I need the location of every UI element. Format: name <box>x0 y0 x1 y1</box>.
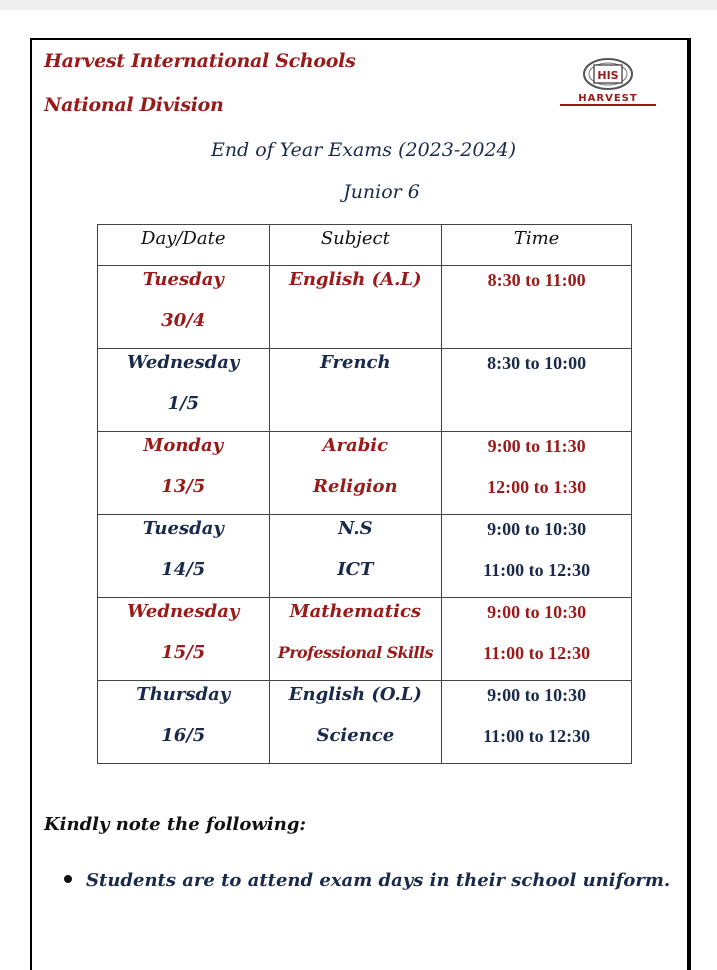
table-row <box>98 432 632 515</box>
time: 12:00 to 1:30 <box>487 477 587 497</box>
top-bar <box>0 0 717 10</box>
subject-cell <box>269 681 442 764</box>
logo-letters: HIS <box>597 69 619 82</box>
time-cell <box>442 515 632 598</box>
division-name: National Division <box>44 94 224 116</box>
time: 8:30 to 10:00 <box>487 353 587 373</box>
time: 9:00 to 11:30 <box>487 436 586 456</box>
time-cell <box>442 681 632 764</box>
day: Monday <box>143 435 224 456</box>
subject: French <box>320 352 391 373</box>
bullet-icon <box>64 875 72 883</box>
date: 1/5 <box>167 393 200 414</box>
exam-title: End of Year Exams (2023-2024) <box>210 139 517 161</box>
header-time: Time <box>442 225 632 266</box>
date: 30/4 <box>161 310 206 331</box>
subject: Religion <box>313 476 398 497</box>
notes-title: Kindly note the following: <box>44 814 307 835</box>
logo-underline <box>560 104 656 106</box>
date: 13/5 <box>161 476 206 497</box>
subject: Arabic <box>322 435 389 456</box>
subject-cell <box>269 598 442 681</box>
day: Wednesday <box>127 352 240 373</box>
day: Tuesday <box>142 269 224 290</box>
subject: ICT <box>337 559 374 580</box>
time: 9:00 to 10:30 <box>487 685 587 705</box>
day-date-cell <box>98 432 270 515</box>
time <box>442 307 631 348</box>
time <box>442 390 631 431</box>
header-day-date: Day/Date <box>98 225 270 266</box>
note-text: Students are to attend exam days in their school uniform. <box>86 870 671 891</box>
subject: English (A.L) <box>289 269 422 290</box>
day-date-cell <box>98 515 270 598</box>
day-date-cell <box>98 349 270 432</box>
time-cell <box>442 266 632 349</box>
time-cell <box>442 349 632 432</box>
table-row <box>98 349 632 432</box>
time: 11:00 to 12:30 <box>483 560 591 580</box>
table-row <box>98 598 632 681</box>
day-date-cell <box>98 598 270 681</box>
time-cell <box>442 432 632 515</box>
day-date-cell <box>98 266 270 349</box>
logo-name: HARVEST <box>578 93 638 104</box>
school-name: Harvest International Schools <box>44 50 356 72</box>
subject-cell <box>269 266 442 349</box>
time-cell <box>442 598 632 681</box>
subject-cell <box>269 515 442 598</box>
date: 16/5 <box>161 725 206 746</box>
table-row <box>98 266 632 349</box>
subject <box>270 307 442 348</box>
time: 9:00 to 10:30 <box>487 602 587 622</box>
subject: Science <box>316 725 395 746</box>
header-subject: Subject <box>269 225 442 266</box>
logo-badge-icon <box>560 56 656 92</box>
table-header-row <box>98 225 632 266</box>
day: Thursday <box>136 684 231 705</box>
day: Tuesday <box>142 518 224 539</box>
time: 9:00 to 10:30 <box>487 519 587 539</box>
day: Wednesday <box>127 601 240 622</box>
exam-schedule-table <box>97 224 632 764</box>
table-row <box>98 681 632 764</box>
school-logo <box>560 56 656 104</box>
time: 8:30 to 11:00 <box>487 270 586 290</box>
grade-label: Junior 6 <box>343 181 420 203</box>
subject: N.S <box>338 518 373 539</box>
subject: English (O.L) <box>288 684 422 705</box>
notes-list-item <box>64 870 670 891</box>
day-date-cell <box>98 681 270 764</box>
subject: Mathematics <box>289 601 422 622</box>
date: 15/5 <box>161 642 206 663</box>
table-row <box>98 515 632 598</box>
time: 11:00 to 12:30 <box>483 726 591 746</box>
time: 11:00 to 12:30 <box>483 643 591 663</box>
date: 14/5 <box>161 559 206 580</box>
subject-cell <box>269 432 442 515</box>
subject-cell <box>269 349 442 432</box>
subject <box>270 390 442 431</box>
subject: Professional Skills <box>277 643 433 662</box>
